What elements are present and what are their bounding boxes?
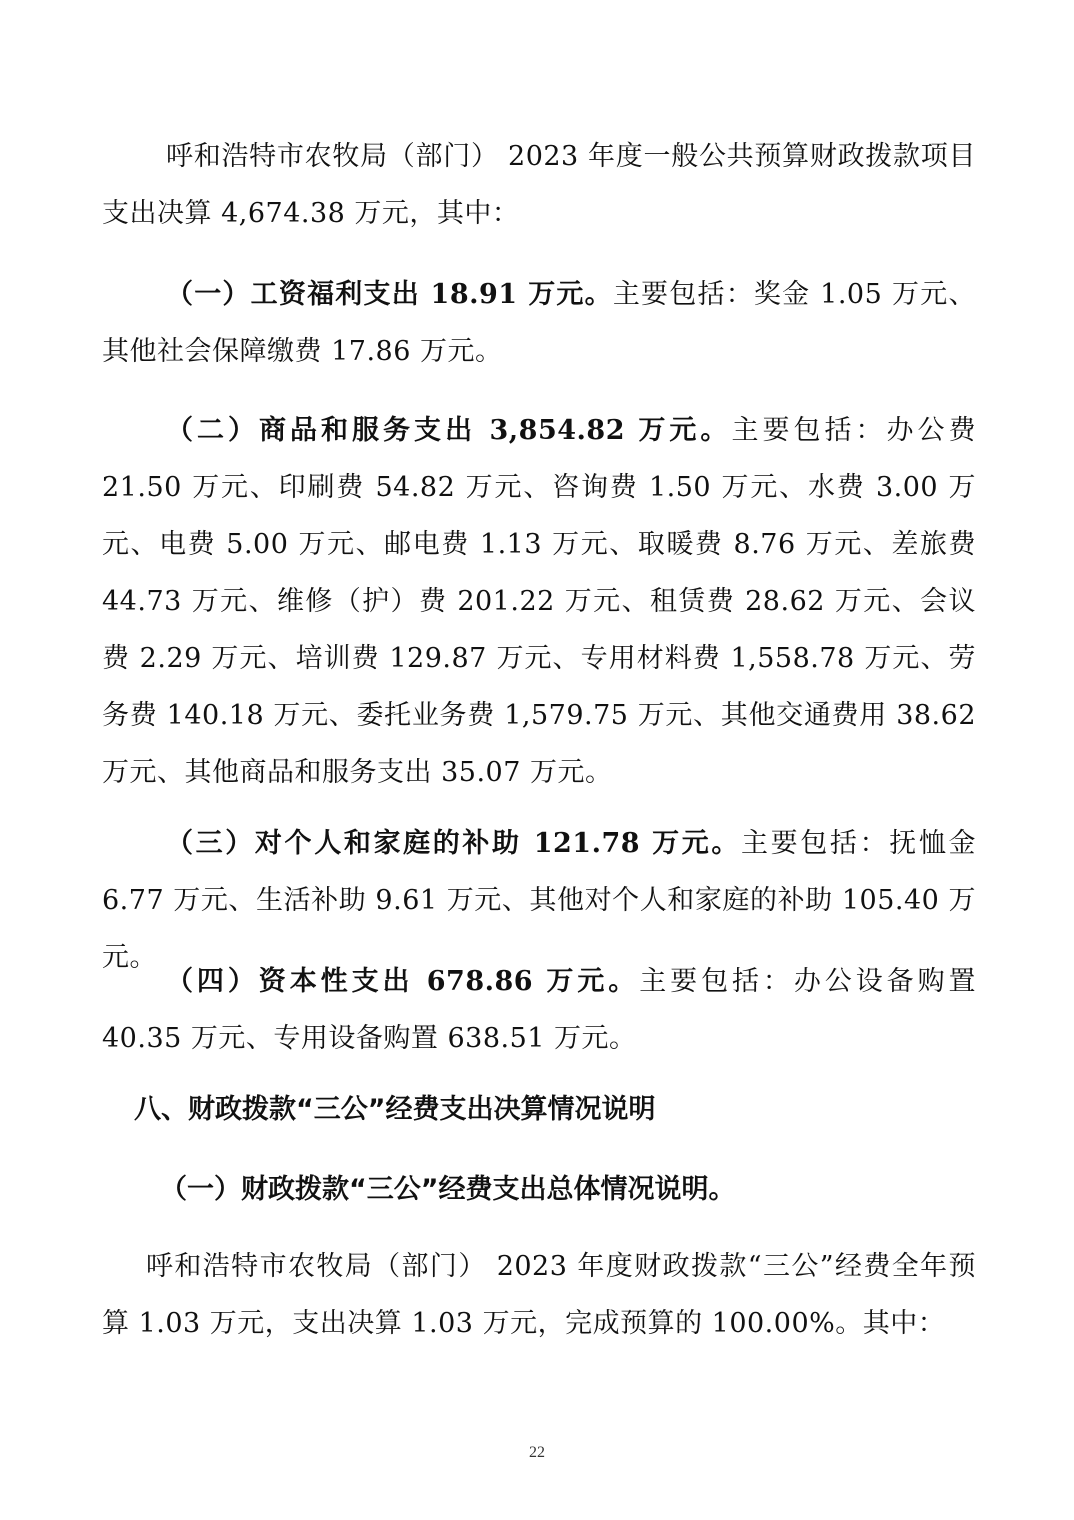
goods-services-detail: 主要包括：办公费 21.50 万元、印刷费 54.82 万元、咨询费 1.50 万元、水费 3.00 万元、电费 5.00 万元、邮电费 1.13 万元、取暖费 8.76 万元、差旅费 44.73 万元、维修（护）费 201.22 万元、租赁费 28.62 万元、会议费 2.29 万元、培训费 129.87 万元、专用材料费 1,558.78 万元、劳务费 140.18 万元、委托业务费 1,579.75 万元、其他交通费用 38.62 万元、其他商品和服务支出 35.07 万元。 <box>102 415 976 788</box>
intro-paragraph <box>102 128 976 242</box>
capital-expenditure-detail: 主要包括：办公设备购置 40.35 万元、专用设备购置 638.51 万元。 <box>102 966 977 1054</box>
page-number: 22 <box>529 1444 545 1461</box>
capital-expenditure-paragraph <box>102 953 976 1067</box>
closing-text: 呼和浩特市农牧局（部门） 2023 年度财政拨款“三公”经费全年预算 1.03 万元，支出决算 1.03 万元，完成预算的 100.00%。其中： <box>102 1251 976 1339</box>
sub-heading: （一）财政拨款“三公”经费支出总体情况说明。 <box>160 1174 736 1205</box>
household-subsidy-detail: 主要包括：抚恤金 6.77 万元、生活补助 9.61 万元、其他对个人和家庭的补助 105.40 万元。 <box>102 828 976 973</box>
capital-expenditure-lead: （四）资本性支出 678.86 万元。 <box>166 966 640 997</box>
goods-services-lead: （二）商品和服务支出 3,854.82 万元。 <box>166 415 732 446</box>
household-subsidy-lead: （三）对个人和家庭的补助 121.78 万元。 <box>166 828 742 859</box>
wages-paragraph <box>102 266 976 380</box>
goods-services-paragraph <box>102 402 976 801</box>
wages-detail: 主要包括：奖金 1.05 万元、其他社会保障缴费 17.86 万元。 <box>102 279 976 367</box>
intro-text: 呼和浩特市农牧局（部门） 2023 年度一般公共预算财政拨款项目支出决算 4,674.38 万元，其中： <box>102 141 976 229</box>
closing-paragraph <box>102 1238 976 1352</box>
wages-lead: （一）工资福利支出 18.91 万元。 <box>166 279 613 310</box>
section-heading: 八、财政拨款“三公”经费支出决算情况说明 <box>134 1094 656 1125</box>
